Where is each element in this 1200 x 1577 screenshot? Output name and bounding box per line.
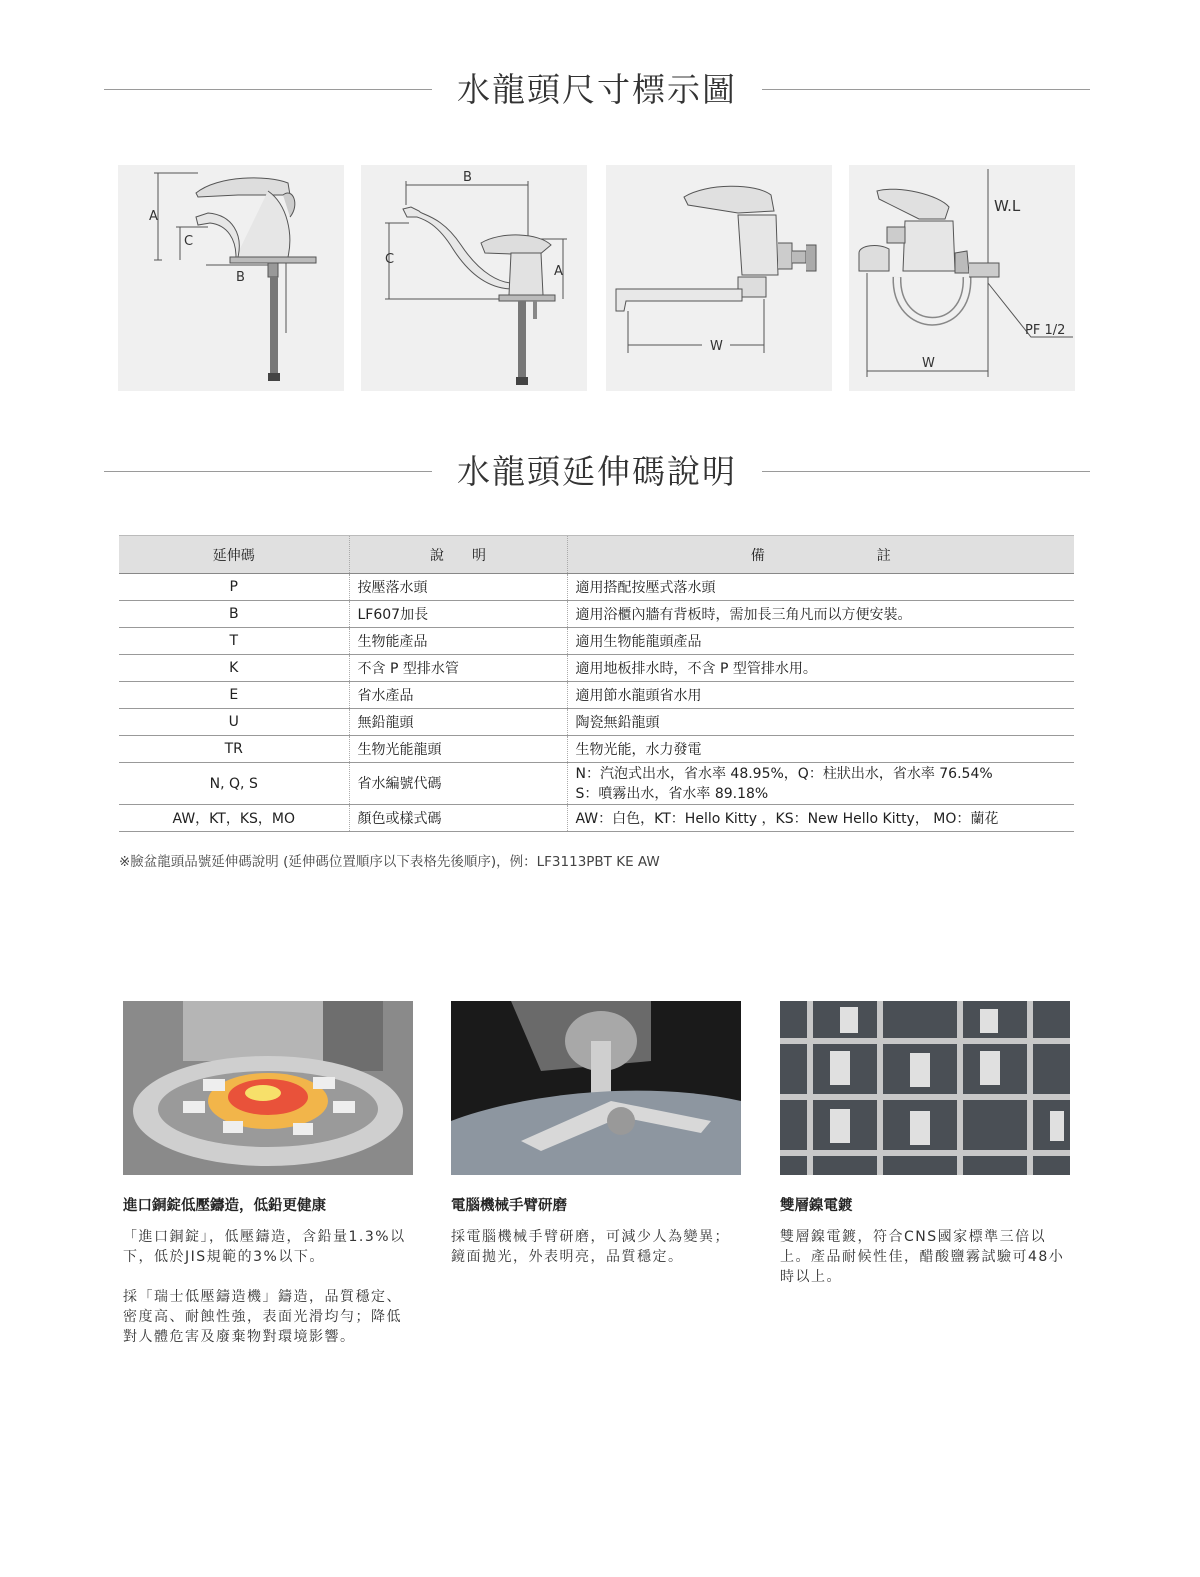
- cell-code: AW，KT，KS，MO: [119, 805, 349, 832]
- table-row: [119, 574, 1074, 601]
- cell-note: 適用搭配按壓式落水頭: [567, 574, 1074, 601]
- cell-note: 適用地板排水時，不含 P 型管排水用。: [567, 655, 1074, 682]
- feature-text-plating: 雙層鎳電鍍，符合CNS國家標準三倍以上。產品耐候性佳，醋酸鹽霧試驗可48小時以上。: [780, 1229, 1065, 1285]
- faucet-diagram-basin: [118, 165, 344, 391]
- wl-label: W.L: [994, 197, 1021, 215]
- dim-label-a: A: [149, 209, 158, 224]
- cell-code: TR: [119, 736, 349, 763]
- table-row: [119, 763, 1074, 805]
- table-row: [119, 601, 1074, 628]
- pf-label: PF 1/2: [1025, 323, 1066, 338]
- section-heading: 水龍頭尺寸標示圖: [457, 70, 737, 109]
- cell-code: B: [119, 601, 349, 628]
- cell-code: N, Q, S: [119, 763, 349, 805]
- feature-title-plating: 雙層鎳電鍍: [780, 1198, 853, 1214]
- section-title-dimensions: [104, 70, 1090, 110]
- table-row: [119, 655, 1074, 682]
- note-line: S：噴霧出水，省水率 89.18%: [575, 785, 769, 802]
- cell-note: 適用浴櫃內牆有背板時，需加長三角凡而以方便安裝。: [567, 601, 1074, 628]
- dim-label-c: C: [385, 252, 395, 267]
- cell-code: E: [119, 682, 349, 709]
- extension-code-table: [119, 535, 1074, 832]
- feature-text-casting-detail: 採「瑞士低壓鑄造機」鑄造，品質穩定、密度高、耐蝕性強，表面光滑均勻；降低對人體危害及廢棄物對環境影響。: [123, 1289, 402, 1345]
- table-row: [119, 709, 1074, 736]
- table-header-row: [119, 536, 1074, 574]
- cell-description: 省水編號代碼: [349, 763, 567, 805]
- dim-label-a: A: [554, 264, 563, 279]
- faucet-diagram-long-spout: [361, 165, 587, 391]
- title-divider-right: [762, 89, 1090, 90]
- note-line: N：汽泡式出水，省水率 48.95%，Q：柱狀出水，省水率 76.54%: [575, 765, 993, 782]
- dim-label-b: B: [236, 270, 245, 285]
- section-title-codes: [104, 452, 1090, 492]
- cell-note: AW：白色，KT：Hello Kitty ，KS：New Hello Kitty， MO：蘭花: [567, 805, 1074, 832]
- table-footnote: ※臉盆龍頭品號延伸碼說明 (延伸碼位置順序以下表格先後順序)，例：LF3113PBT KE AW: [119, 854, 660, 870]
- table-row: [119, 805, 1074, 832]
- cell-note: 適用生物能龍頭產品: [567, 628, 1074, 655]
- cell-description: 不含 P 型排水管: [349, 655, 567, 682]
- section-heading: 水龍頭延伸碼說明: [457, 452, 737, 491]
- faucet-diagram-bath-mixer: [849, 165, 1075, 391]
- cell-note: 陶瓷無鉛龍頭: [567, 709, 1074, 736]
- cell-description: 按壓落水頭: [349, 574, 567, 601]
- cell-code: P: [119, 574, 349, 601]
- cell-code: T: [119, 628, 349, 655]
- title-divider-right: [762, 471, 1090, 472]
- cell-note: 適用節水龍頭省水用: [567, 682, 1074, 709]
- header-note: 備 註: [567, 536, 1074, 574]
- dim-label-w: W: [922, 356, 935, 371]
- feature-text-polishing: 採電腦機械手臂研磨，可減少人為變異；鏡面拋光，外表明亮，品質穩定。: [451, 1229, 730, 1265]
- header-description: 說 明: [349, 536, 567, 574]
- table-row: [119, 682, 1074, 709]
- casting-photo: [123, 1001, 413, 1175]
- faucet-diagram-wall-mount: [606, 165, 832, 391]
- cell-description: 生物光能龍頭: [349, 736, 567, 763]
- header-code: 延伸碼: [119, 536, 349, 574]
- feature-title-polishing: 電腦機械手臂研磨: [451, 1198, 567, 1214]
- cell-description: LF607加長: [349, 601, 567, 628]
- cell-description: 顏色或樣式碼: [349, 805, 567, 832]
- cell-code: K: [119, 655, 349, 682]
- dim-label-w: W: [710, 339, 723, 354]
- cell-description: 省水產品: [349, 682, 567, 709]
- cell-note: [567, 763, 1074, 805]
- dim-label-b: B: [463, 170, 472, 185]
- feature-text-casting: 「進口銅錠」，低壓鑄造，含鉛量1.3%以下，低於JIS規範的3%以下。: [123, 1229, 406, 1265]
- table-row: [119, 628, 1074, 655]
- polishing-photo: [451, 1001, 741, 1175]
- cell-note: 生物光能，水力發電: [567, 736, 1074, 763]
- cell-code: U: [119, 709, 349, 736]
- cell-description: 生物能產品: [349, 628, 567, 655]
- plating-photo: [780, 1001, 1070, 1175]
- cell-description: 無鉛龍頭: [349, 709, 567, 736]
- dim-label-c: C: [184, 234, 194, 249]
- table-row: [119, 736, 1074, 763]
- feature-title-casting: 進口銅錠低壓鑄造，低鉛更健康: [123, 1198, 326, 1214]
